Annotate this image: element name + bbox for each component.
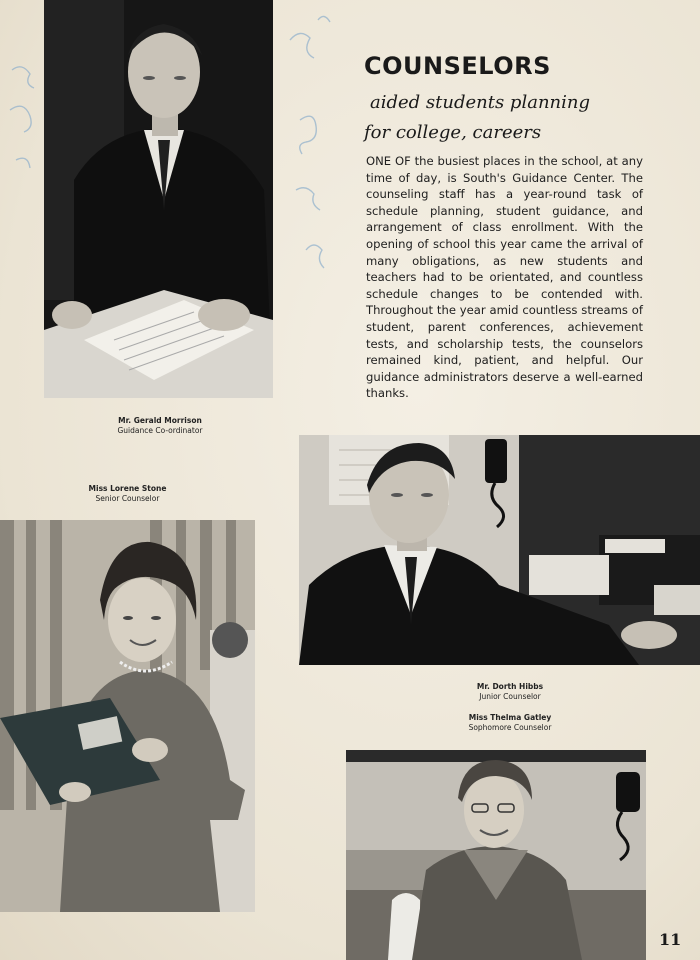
page-number: 11 — [659, 930, 682, 949]
caption-name: Miss Lorene Stone — [88, 484, 167, 493]
caption-role: Sophomore Counselor — [468, 723, 552, 732]
subtitle-line-2: for college, careers — [364, 122, 542, 143]
photo-gerald-morrison — [44, 0, 273, 398]
caption-morrison — [90, 416, 230, 436]
caption-role: Guidance Co-ordinator — [117, 426, 203, 435]
photo-lorene-stone — [0, 520, 255, 912]
subtitle-line-1: aided students planning — [370, 92, 590, 113]
page-title: COUNSELORS — [364, 52, 551, 80]
caption-name: Mr. Dorth Hibbs — [476, 682, 544, 691]
caption-role: Senior Counselor — [95, 494, 160, 503]
photo-dorth-hibbs — [299, 435, 700, 665]
caption-stone — [60, 484, 195, 504]
caption-hibbs — [440, 682, 580, 702]
caption-gatley — [432, 713, 588, 733]
caption-name: Mr. Gerald Morrison — [118, 416, 202, 425]
article-body: ONE OF the busiest places in the school, at any time of day, is South's Guidance Center. The counseling staff has a year-round task of schedule planning, student guidance, and arrangement of class enrollment. With the opening of school this year came the arrival of many obligations, as new students and teachers had to be orientated, and countless schedule changes to be contended with. Throughout the year amid countless streams of student, parent conferences, achievement tests, and scholarship tests, the counselors remained kind, patient, and helpful. Our guidance administrators deserve a well-earned thanks. — [366, 154, 643, 401]
caption-role: Junior Counselor — [479, 692, 541, 701]
photo-thelma-gatley — [346, 750, 646, 960]
caption-name: Miss Thelma Gatley — [468, 713, 552, 722]
page-subtitle — [364, 88, 670, 148]
